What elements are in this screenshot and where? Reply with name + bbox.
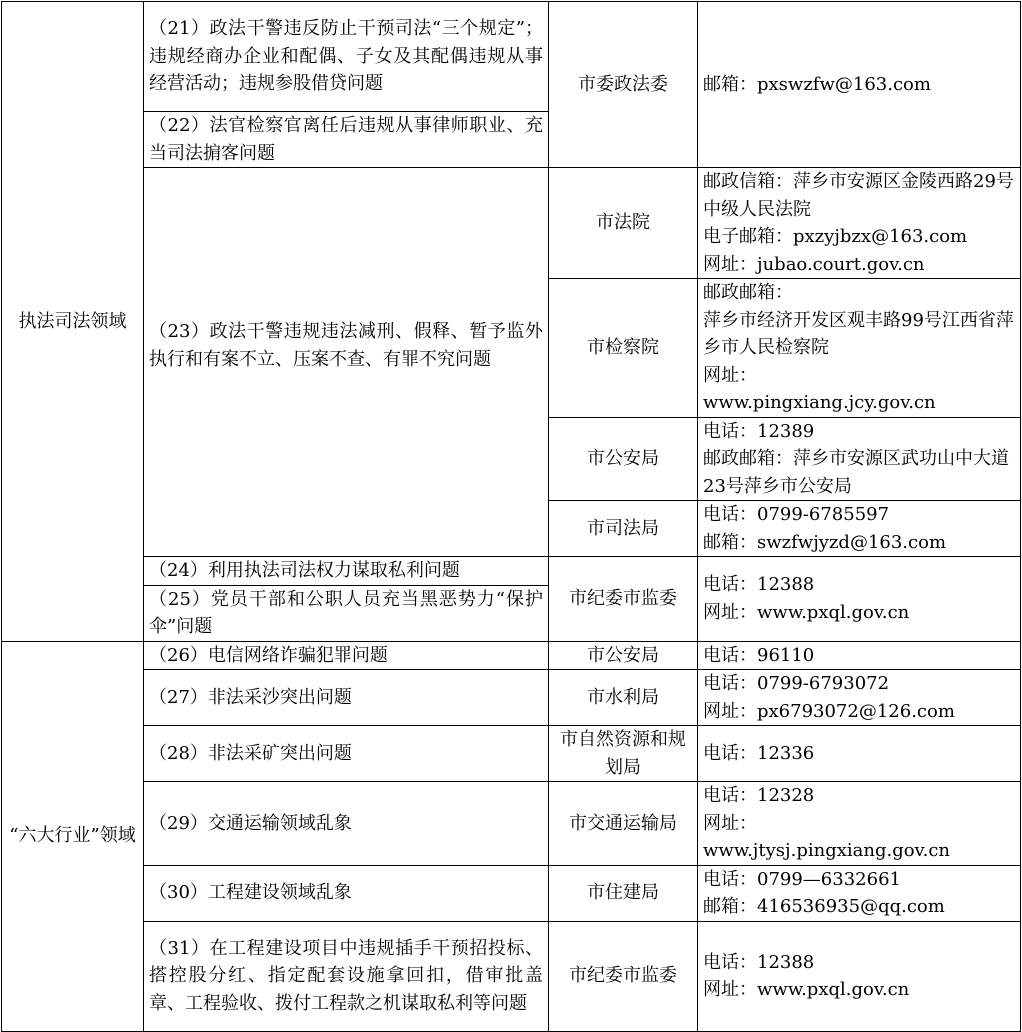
table-row	[2, 168, 1021, 279]
contact-line: 电话：12336	[703, 742, 815, 764]
contact-cell-ziranziyuan	[698, 726, 1021, 782]
contact-line: 电话：96110	[703, 644, 815, 666]
contact-line: 电话：12389	[703, 420, 815, 442]
dept-cell-gonganju-2: 市公安局	[549, 641, 698, 670]
dept-cell-sifaju: 市司法局	[549, 501, 698, 557]
dept-cell-fayuan: 市法院	[549, 168, 698, 279]
domain-cell-six-industries: “六大行业”领域	[2, 641, 144, 1031]
contact-line: 电话：0799-6793072	[703, 673, 890, 694]
contact-line: 网址：www.pxql.gov.cn	[703, 601, 910, 623]
dept-cell-shuiliju: 市水利局	[549, 670, 698, 726]
dept-cell-zhujian: 市住建局	[549, 865, 698, 921]
contact-cell-zhengfawei	[698, 2, 1021, 168]
issue-cell-22: （22）法官检察官离任后违规从事律师职业、充当司法掮客问题	[144, 112, 549, 168]
contact-line: 电话：0799-6785597	[703, 504, 890, 525]
contact-line: 电话：0799—6332661	[703, 868, 901, 890]
contact-line: 电话：12328	[703, 785, 815, 806]
issue-cell-26: （26）电信网络诈骗犯罪问题	[144, 641, 549, 670]
dept-cell-jiwei: 市纪委市监委	[549, 557, 698, 642]
contact-line: 网址：jubao.court.gov.cn	[703, 253, 925, 275]
contact-cell-shuiliju	[698, 670, 1021, 726]
table-row	[2, 670, 1021, 726]
contact-line: 网址：	[703, 812, 757, 834]
contact-cell-gonganju	[698, 417, 1021, 501]
contact-line: 邮政邮箱：	[703, 282, 793, 303]
contact-line: 邮政邮箱：萍乡市安源区武功山中大道23号萍乡市公安局	[703, 448, 1009, 497]
contact-line: 网址：www.pxql.gov.cn	[703, 979, 910, 1000]
contact-line: 萍乡市经济开发区观丰路99号江西省萍乡市人民检察院	[703, 309, 1014, 358]
contact-line: www.jtysj.pingxiang.gov.cn	[703, 840, 950, 861]
contact-line: 邮箱：pxswzfw@163.com	[703, 73, 931, 95]
dept-cell-jianchayuan: 市检察院	[549, 279, 698, 418]
issue-cell-28: （28）非法采矿突出问题	[144, 726, 549, 782]
contact-line: 邮箱：416536935@qq.com	[703, 896, 945, 917]
dept-cell-gonganju: 市公安局	[549, 417, 698, 501]
table-row	[2, 921, 1021, 1031]
issue-cell-21: （21）政法干警违反防止干预司法“三个规定”；违规经商办企业和配偶、子女及其配偶违规从事经营活动；违规参股借贷问题	[144, 2, 549, 112]
domain-cell-law: 执法司法领域	[2, 2, 144, 642]
dept-cell-ziranziyuan: 市自然资源和规划局	[549, 726, 698, 782]
contact-cell-zhujian	[698, 865, 1021, 921]
table-row	[2, 726, 1021, 782]
contact-cell-jiwei-2	[698, 921, 1021, 1031]
issue-cell-27: （27）非法采沙突出问题	[144, 670, 549, 726]
contact-line: 电话：12388	[703, 574, 815, 596]
contact-cell-jiwei	[698, 557, 1021, 642]
dept-cell-zhengfawei: 市委政法委	[549, 2, 698, 168]
contact-line: 网址：px6793072@126.com	[703, 700, 955, 722]
contact-cell-fayuan	[698, 168, 1021, 279]
contact-line: 网址：	[703, 364, 757, 386]
dept-cell-jiwei-2: 市纪委市监委	[549, 921, 698, 1031]
issue-cell-25: （25）党员干部和公职人员充当黑恶势力“保护伞”问题	[144, 585, 549, 641]
contact-cell-gonganju-2	[698, 641, 1021, 670]
issue-cell-23: （23）政法干警违规违法减刑、假释、暂予监外执行和有案不立、压案不查、有罪不究问题	[144, 168, 549, 557]
contact-line: 邮箱：swzfwjyzd@163.com	[703, 531, 947, 553]
table-row	[2, 865, 1021, 921]
contact-line: 邮政信箱：萍乡市安源区金陵西路29号中级人民法院	[703, 171, 1014, 220]
contact-cell-sifaju	[698, 501, 1021, 557]
issue-cell-31: （31）在工程建设项目中违规插手干预招投标、搭控股分红、指定配套设施拿回扣，借审批盖章、工程验收、拨付工程款之机谋取私利等问题	[144, 921, 549, 1031]
contact-cell-jiaotong	[698, 782, 1021, 866]
contact-line: 电话：12388	[703, 951, 815, 973]
issue-cell-29: （29）交通运输领域乱象	[144, 782, 549, 866]
table-row	[2, 2, 1021, 112]
issue-cell-30: （30）工程建设领域乱象	[144, 865, 549, 921]
contact-cell-jianchayuan	[698, 279, 1021, 418]
table-row	[2, 557, 1021, 586]
table-row	[2, 641, 1021, 670]
contact-line: www.pingxiang.jcy.gov.cn	[703, 392, 936, 413]
issue-cell-24: （24）利用执法司法权力谋取私利问题	[144, 557, 549, 586]
dept-cell-jiaotong: 市交通运输局	[549, 782, 698, 866]
table-row	[2, 782, 1021, 866]
contact-line: 电子邮箱：pxzyjbzx@163.com	[703, 226, 968, 247]
complaint-channel-table	[1, 1, 1021, 1032]
